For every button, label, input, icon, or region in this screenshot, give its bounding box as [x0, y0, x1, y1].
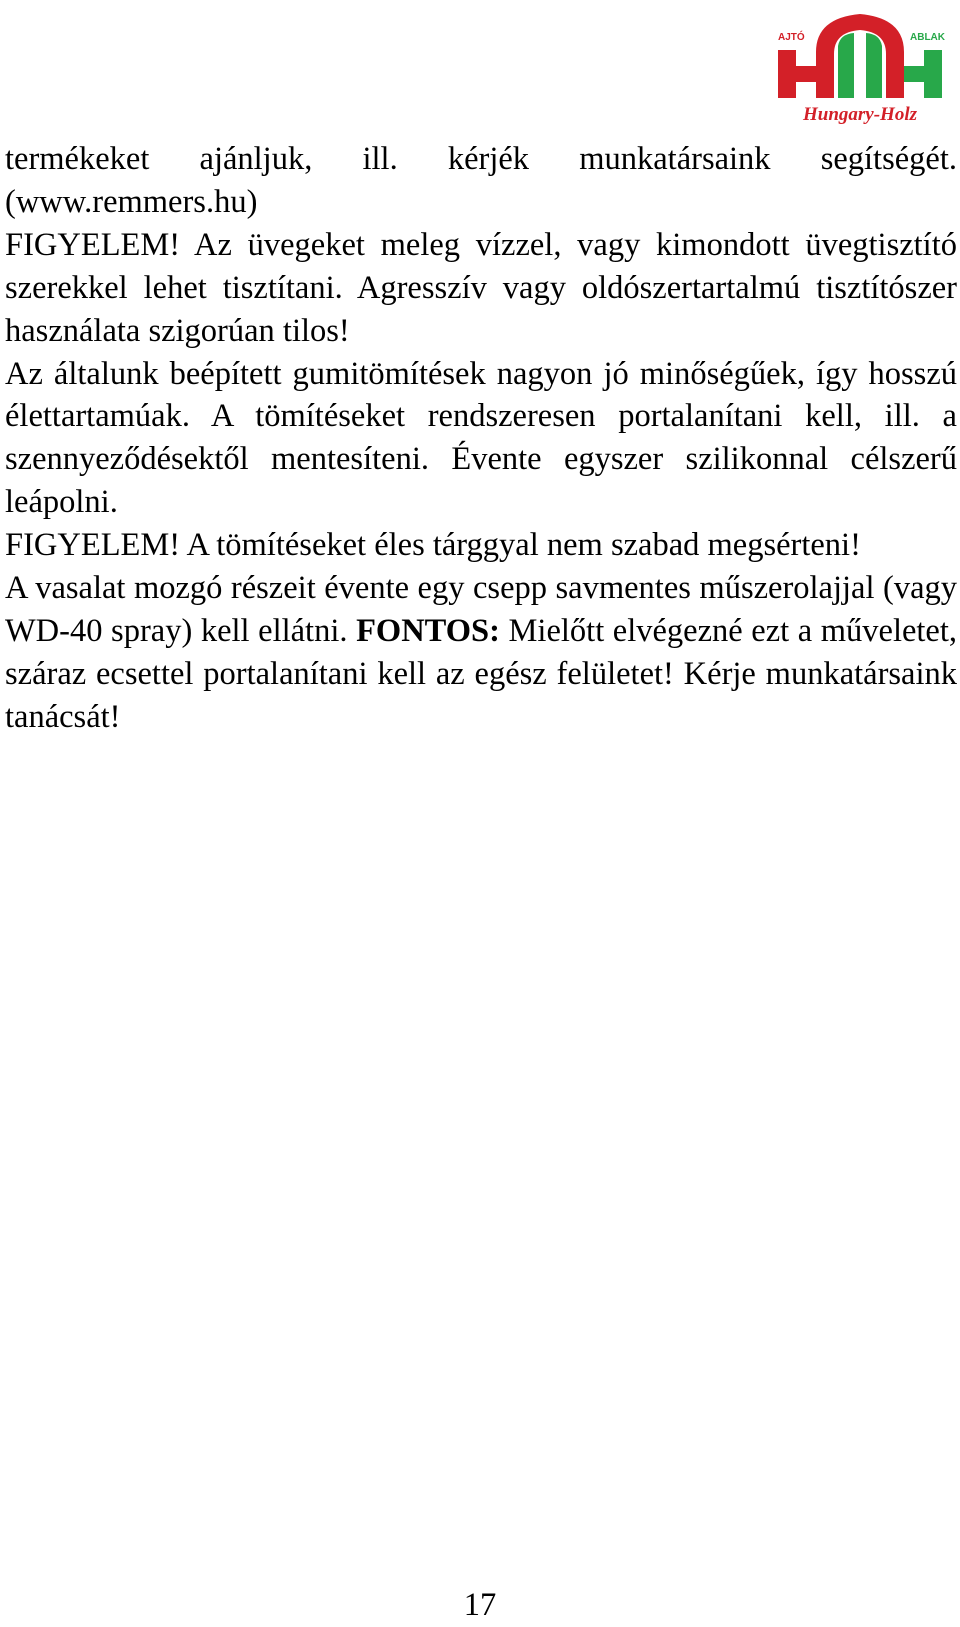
page-number: 17 [463, 1587, 497, 1623]
hungary-holz-logo [770, 6, 950, 130]
paragraph-gasket-warning: FIGYELEM! A tömítéseket éles tárggyal nem szabad megsérteni! [5, 527, 861, 564]
paragraph-gaskets: Az általunk beépített gumitömítések nagyon jó minőségűek, így hosszú élettartamúak. A tömítéseket rendszeresen portalanítani kell, ill. a szennyeződésektől mentesíteni. Évente egyszer szilikonnal célszerű leápolni. [5, 355, 957, 521]
hardware-intro: A vasalat mozgó részeit évente egy csepp savmentes műszerolajjal (vagy WD-40 spray) kell ellátni. [5, 570, 957, 649]
hardware-instructions: Mielőtt elvégezné ezt a műveletet, száraz ecsettel portalanítani kell az egész felületet! Kérje munkatársaink tanácsát! [5, 612, 958, 735]
document-body [5, 138, 957, 739]
paragraph-glass-cleaning: FIGYELEM! Az üvegeket meleg vízzel, vagy kimondott üvegtisztító szerekkel lehet tisztítani. Agresszív vagy oldószertartalmú tisztítószer használata szigorúan tilos! [5, 226, 957, 349]
paragraph-hardware [5, 567, 957, 739]
logo-right-word: ABLAK [910, 32, 945, 43]
door-window-emblem-icon [778, 14, 942, 98]
important-label: FONTOS: [356, 612, 500, 649]
logo-brand-name: Hungary-Holz [802, 104, 918, 125]
logo-left-word: AJTÓ [778, 32, 805, 43]
paragraph-remmers: termékeket ajánljuk, ill. kérjék munkatársaink segítségét.(www.remmers.hu) [5, 141, 957, 220]
